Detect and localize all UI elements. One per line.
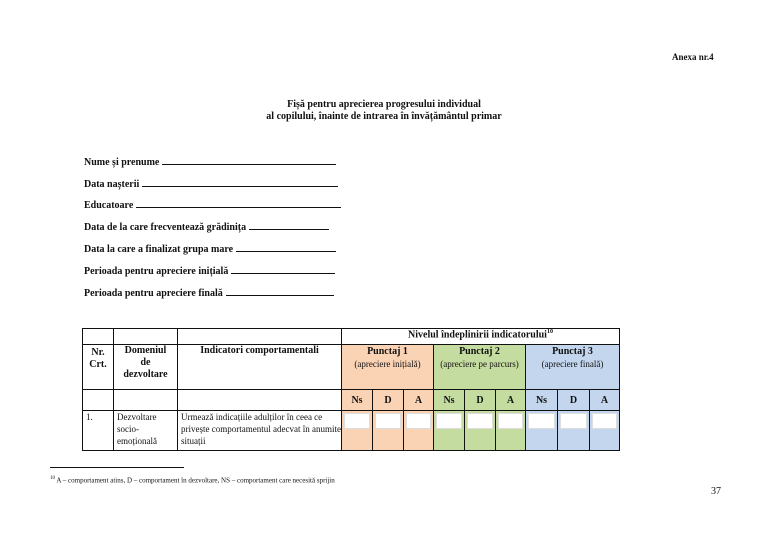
- score-cell[interactable]: [590, 411, 620, 451]
- field-label: Perioada pentru apreciere finală: [84, 288, 223, 299]
- header-empty-cell: [83, 329, 114, 345]
- header-empty-cell: [178, 329, 342, 345]
- level-header: Nivelul îndeplinirii indicatorului$^{10}$: [342, 329, 620, 345]
- sub-ns: Ns: [342, 390, 373, 411]
- blank-line[interactable]: [136, 198, 341, 208]
- annex-label: Anexa nr.4: [672, 52, 714, 62]
- table-row: [83, 411, 620, 451]
- field-label: Educatoare: [84, 200, 134, 211]
- field-teacher: [84, 198, 341, 211]
- document-title-line1: Fișă pentru aprecierea progresului individual: [287, 99, 481, 110]
- subheader-empty-cell: [83, 390, 114, 411]
- field-final-period: [84, 286, 334, 299]
- punctaj2-header: Punctaj 2 (apreciere pe parcurs): [434, 345, 526, 390]
- punctaj1-header: Punctaj 1 (apreciere inițială): [342, 345, 434, 390]
- score-cell[interactable]: [496, 411, 526, 451]
- row-domain: Dezvoltare socio-emoțională: [114, 411, 178, 451]
- blank-line[interactable]: [142, 177, 338, 187]
- page-number: 37: [711, 486, 721, 497]
- footnote-number: 10: [50, 476, 55, 481]
- punctaj3-header: Punctaj 3 (apreciere finală): [526, 345, 620, 390]
- sub-a: A: [496, 390, 526, 411]
- footnote-ref: 10: [546, 329, 553, 335]
- header-empty-cell: [114, 329, 178, 345]
- score-cell[interactable]: [342, 411, 373, 451]
- score-cell[interactable]: [526, 411, 558, 451]
- score-cell[interactable]: [404, 411, 434, 451]
- sub-a: A: [404, 390, 434, 411]
- blank-line[interactable]: [236, 242, 336, 252]
- field-label: Data de la care frecventează grădinița: [84, 222, 247, 233]
- document-title-line2: al copilului, înainte de intrarea în învățământul primar: [266, 111, 502, 122]
- field-name: [84, 155, 336, 168]
- footnote-text: A – comportament atins, D – comportament în dezvoltare, NS – comportament care necesită sprijin: [56, 476, 335, 485]
- score-cell[interactable]: [373, 411, 404, 451]
- assessment-table: [82, 328, 620, 451]
- score-cell[interactable]: [465, 411, 496, 451]
- footnote-divider: [50, 467, 184, 468]
- field-group-finished: [84, 242, 336, 255]
- footnote: [50, 476, 335, 484]
- col-nr-header: Nr. Crt.: [83, 345, 114, 390]
- score-cell[interactable]: [434, 411, 465, 451]
- score-cell[interactable]: [558, 411, 590, 451]
- sub-ns: Ns: [434, 390, 465, 411]
- sub-d: D: [465, 390, 496, 411]
- row-nr: 1.: [83, 411, 114, 451]
- sub-d: D: [373, 390, 404, 411]
- subheader-empty-cell: [114, 390, 178, 411]
- field-label: Data la care a finalizat grupa mare: [84, 244, 234, 255]
- field-label: Perioada pentru apreciere inițială: [84, 266, 229, 277]
- blank-line[interactable]: [226, 286, 334, 296]
- blank-line[interactable]: [231, 264, 335, 274]
- field-label: Nume și prenume: [84, 157, 160, 168]
- field-initial-period: [84, 264, 335, 277]
- subheader-empty-cell: [178, 390, 342, 411]
- blank-line[interactable]: [249, 220, 329, 230]
- sub-ns: Ns: [526, 390, 558, 411]
- row-indicator: Urmează indicațiile adulților în ceea ce privește comportamentul adecvat în anumite situații: [178, 411, 342, 451]
- col-indicators-header: Indicatori comportamentali: [178, 345, 342, 390]
- field-attendance-start: [84, 220, 329, 233]
- sub-d: D: [558, 390, 590, 411]
- col-domain-header: Domeniul de dezvoltare: [114, 345, 178, 390]
- field-birthdate: [84, 177, 338, 190]
- field-label: Data nașterii: [84, 179, 140, 190]
- blank-line[interactable]: [162, 155, 336, 165]
- sub-a: A: [590, 390, 620, 411]
